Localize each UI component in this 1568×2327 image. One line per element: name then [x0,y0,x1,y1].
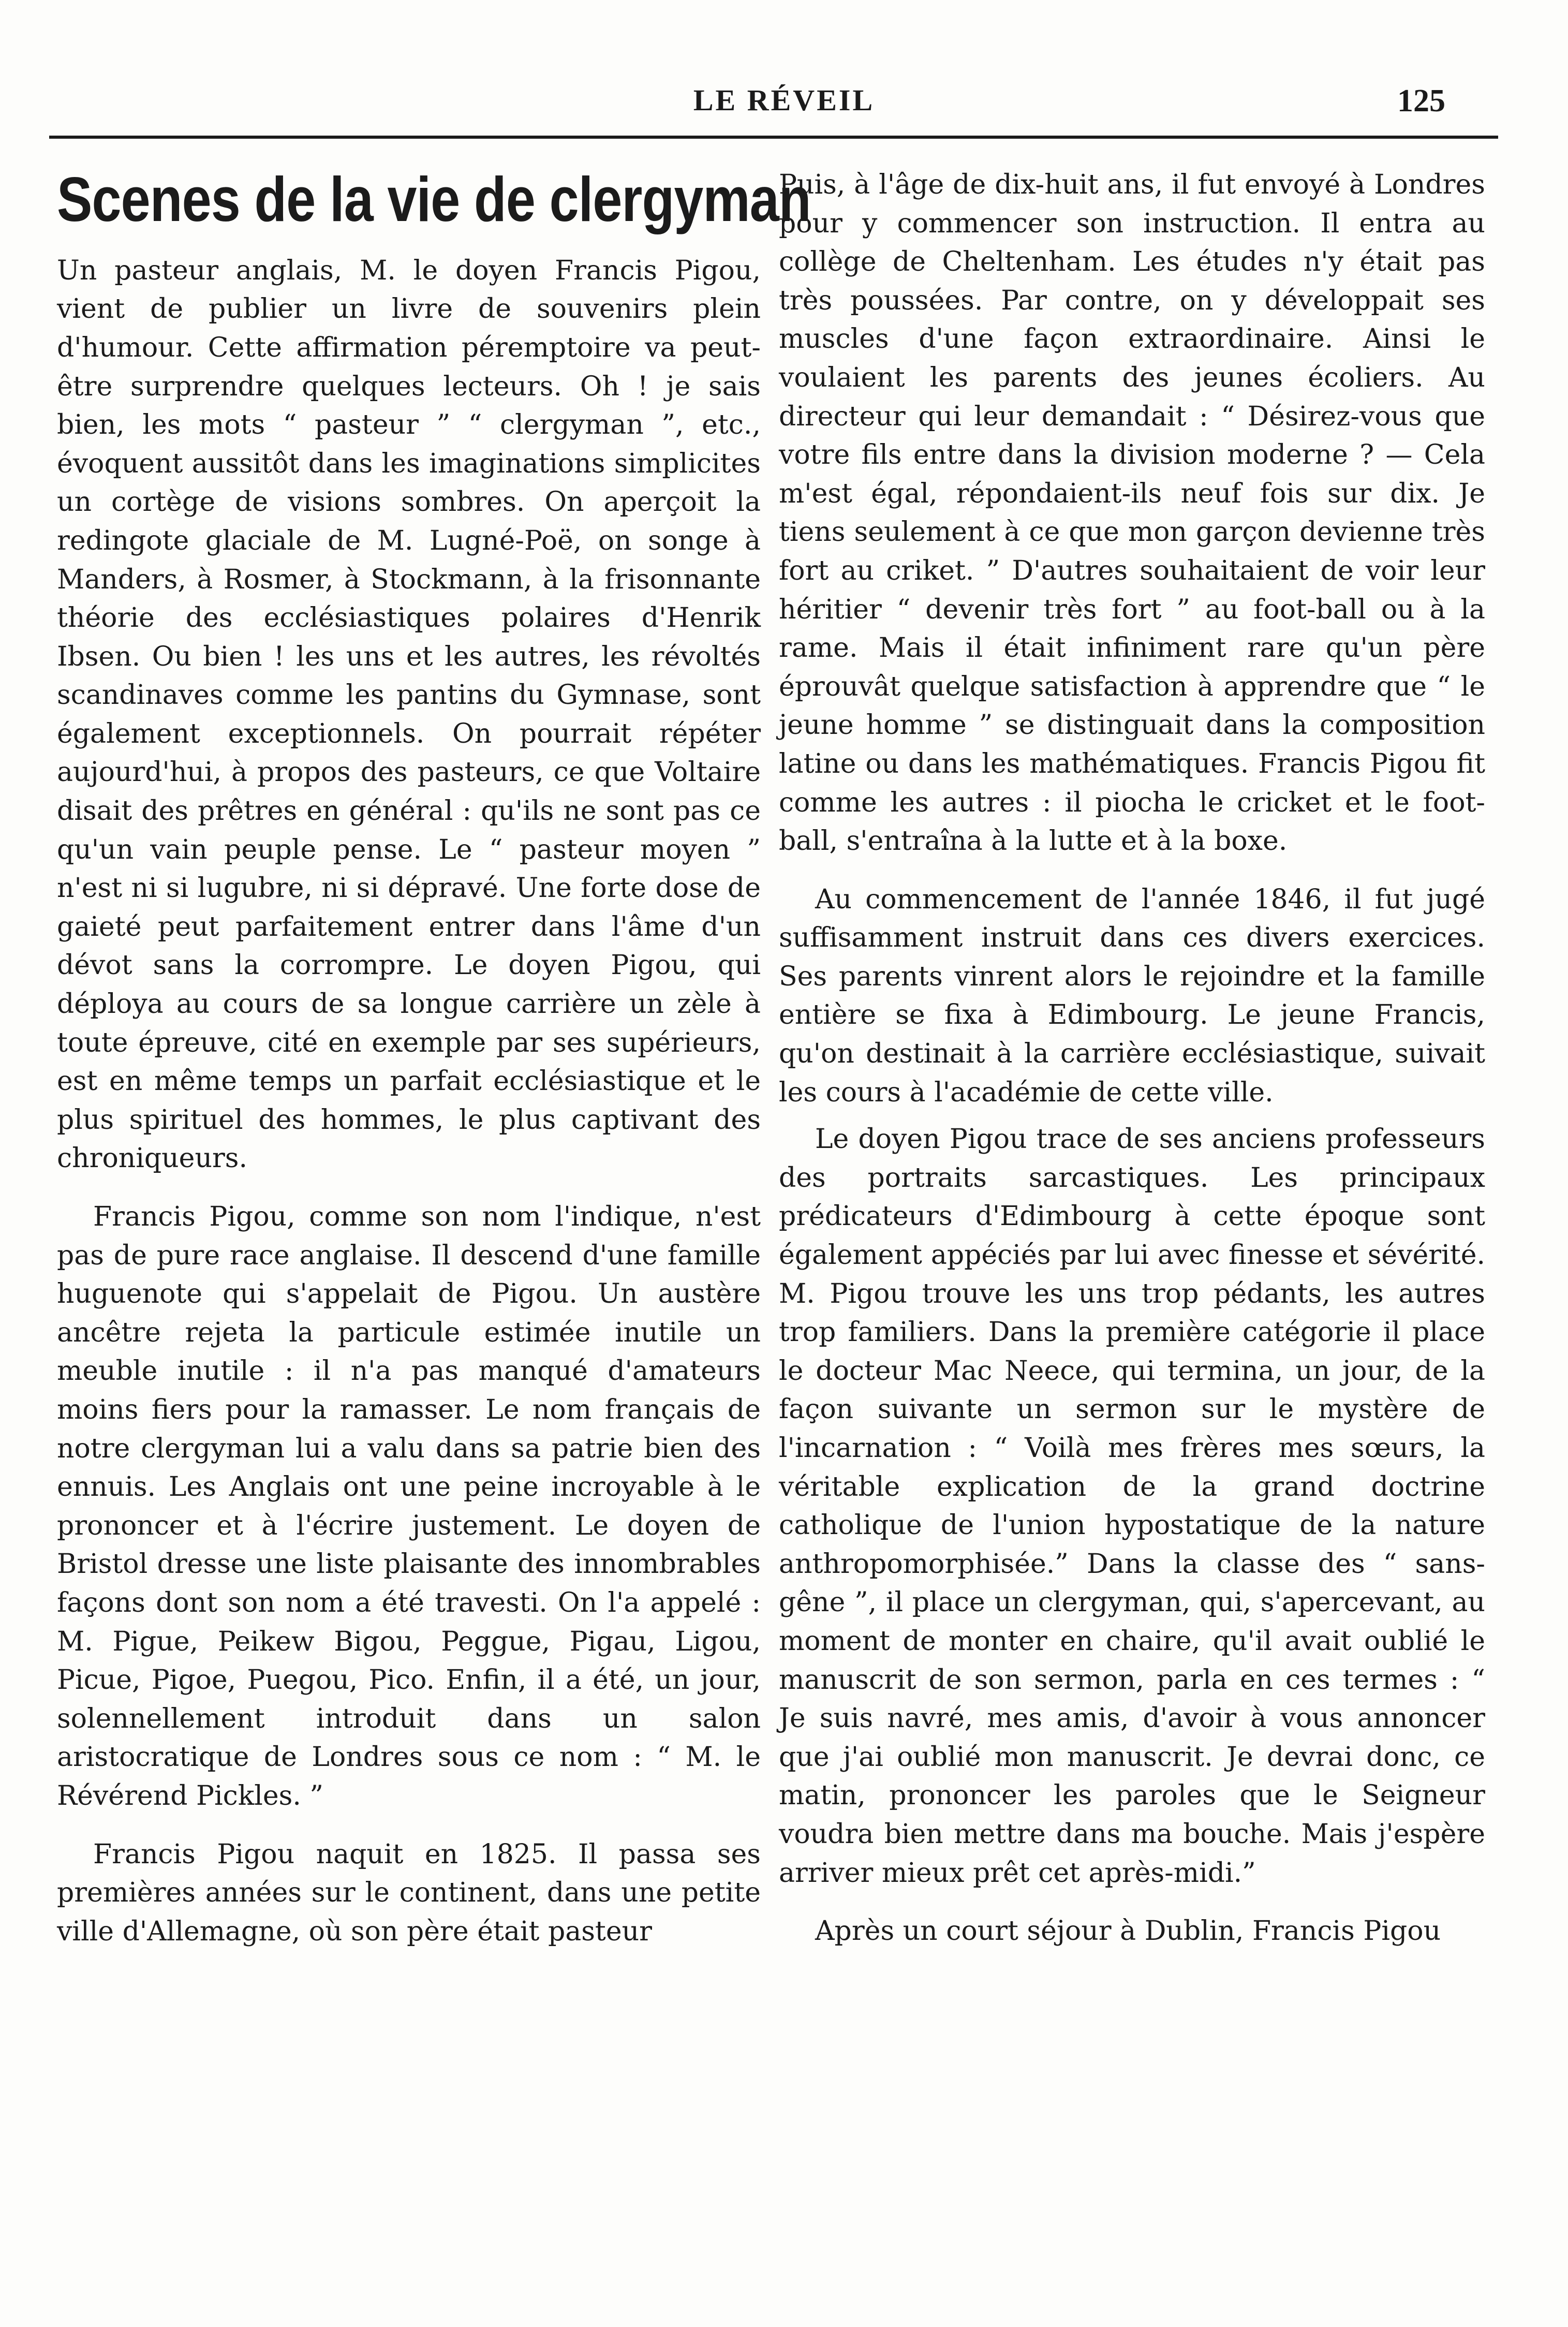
paragraph-intro: Un pasteur anglais, M. le doyen Francis Pigou, vient de publier un livre de souvenirs plein d'humour. Cette affirmation péremptoire va peut-être surprendre quelques lecteurs. Oh ! je sais bien, les mots “ pasteur ” “ clergyman ”, etc., évoquent aussitôt dans les imaginations simplicites un cortège de visions sombres. On aperçoit la redingote glaciale de M. Lugné-Poë, on songe à Manders, à Rosmer, à Stockmann, à la frisonnante théorie des ecclésiastiques polaires d'Henrik Ibsen. Ou bien ! les uns et les autres, les révoltés scandinaves comme les pantins du Gymnase, sont également exceptionnels. On pourrait répéter aujourd'hui, à propos des pasteurs, ce que Voltaire disait des prêtres en général : qu'ils ne sont pas ce qu'un vain peuple pense. Le “ pasteur moyen ” n'est ni si lugubre, ni si dépravé. Une forte dose de gaieté peut parfaitement entrer dans l'âme d'un dévot sans la corrompre. Le doyen Pigou, qui déploya au cours de sa longue carrière un zèle à toute épreuve, cité en exemple par ses supérieurs, est en même temps un parfait ecclésiastique et le plus spirituel des hommes, le plus captivant des chroniqueurs. [57,255,761,1174]
paragraph-preachers: Le doyen Pigou trace de ses anciens professeurs des portraits sarcastiques. Les principaux prédicateurs d'Edimbourg à cette époque sont également appéciés par lui avec finesse et sévérité. M. Pigou trouve les uns trop pédants, les autres trop familiers. Dans la première catégorie il place le docteur Mac Neece, qui termina, un jour, de la façon suivante un sermon sur le mystère de l'incarnation : “ Voilà mes frères mes sœurs, la véritable explication de la grand doctrine catholique de l'union hypostatique de la nature anthropomorphisée.” Dans la classe des “ sans-gêne ”, il place un clergyman, qui, s'apercevant, au moment de monter en chaire, qu'il avait oublié le manuscrit de son sermon, parla en ces termes : “ Je suis navré, mes amis, d'avoir à vous annoncer que j'ai oublié mon manuscrit. Je devrai donc, ce matin, prononcer les paroles que le Seigneur voudra bien mettre dans ma bouche. Mais j'espère arriver mieux prêt cet après-midi.” [779,1124,1485,1889]
running-head: LE RÉVEIL [693,83,875,117]
page-number: 125 [1397,83,1445,119]
paragraph-edinburgh: Au commencement de l'année 1846, il fut jugé suffisamment instruit dans ces divers exercices. Ses parents vinrent alors le rejoindre et la famille entière se fixa à Edimbourg. Le jeune Francis, qu'on destinait à la carrière ecclésiastique, suivait les cours à l'académie de cette ville. [779,883,1485,1108]
paragraph-birth: Francis Pigou naquit en 1825. Il passa ses premières années sur le continent, dans une petite ville d'Allemagne, où son père était pasteur [57,1838,761,1947]
header-rule [49,136,1498,139]
right-column [779,166,1485,1970]
left-column [57,164,811,1970]
article-title: Scenes de la vie de clergyman [57,164,811,234]
paragraph-dublin: Après un court séjour à Dublin, Francis Pigou [815,1916,1441,1947]
paragraph-family: Francis Pigou, comme son nom l'indique, n'est pas de pure race anglaise. Il descend d'une famille huguenote qui s'appelait de Pigou. Un austère ancêtre rejeta la particule estimée inutile un meuble inutile : il n'a pas manqué d'amateurs moins fiers pour la ramasser. Le nom français de notre clergyman lui a valu dans sa patrie bien des ennuis. Les Anglais ont une peine incroyable à le prononcer et à l'écrire justement. Le doyen de Bristol dresse une liste plaisante des innombrables façons dont son nom a été travesti. On l'a appelé : M. Pigue, Peikew Bigou, Peggue, Pigau, Ligou, Picue, Pigoe, Puegou, Pico. Enfin, il a été, un jour, solennellement introduit dans un salon aristocratique de Londres sous ce nom : “ M. le Révérend Pickles. ” [57,1201,761,1811]
paragraph-cheltenham: Puis, à l'âge de dix-huit ans, il fut envoyé à Londres pour y commencer son instruction. Il entra au collège de Cheltenham. Les études n'y était pas très poussées. Par contre, on y développait ses muscles d'une façon extraordinaire. Ainsi le voulaient les parents des jeunes écoliers. Au directeur qui leur demandait : “ Désirez-vous que votre fils entre dans la division moderne ? — Cela m'est égal, répondaient-ils neuf fois sur dix. Je tiens seulement à ce que mon garçon devienne très fort au criket. ” D'autres souhaitaient de voir leur héritier “ devenir très fort ” au foot-ball ou à la rame. Mais il était infiniment rare qu'un père éprouvât quelque satisfaction à apprendre que “ le jeune homme ” se distinguait dans la composition latine ou dans les mathématiques. Francis Pigou fit comme les autres : il piocha le cricket et le foot-ball, s'entraîna à la lutte et à la boxe. [779,169,1485,857]
